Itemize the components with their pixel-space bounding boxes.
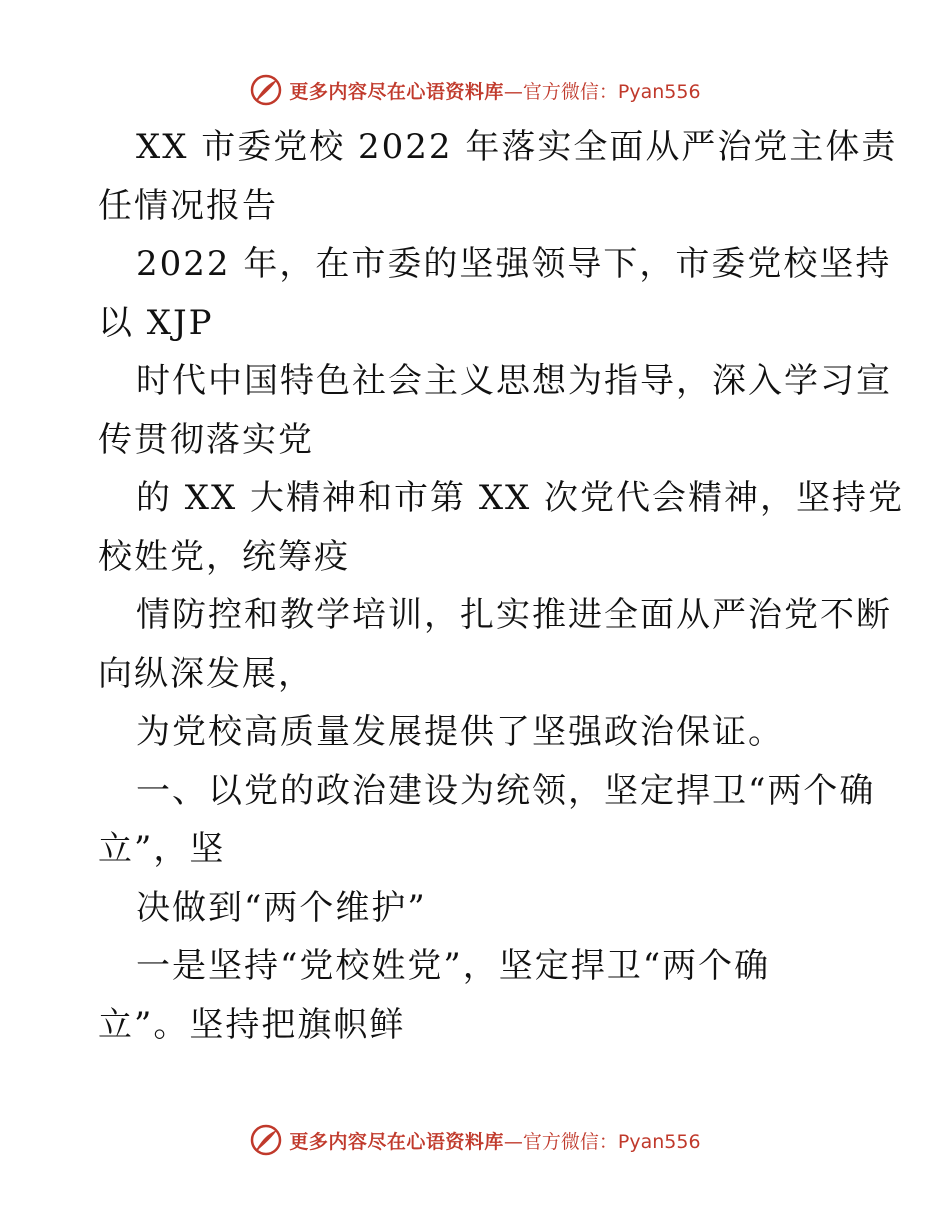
document-line: 情防控和教学培训，扎实推进全面从严治党不断 (136, 595, 892, 635)
document-line: XX 市委党校 2022 年落实全面从严治党主体责 (136, 127, 898, 167)
document-line: 立”。坚持把旗帜鲜 (98, 1004, 406, 1045)
document-line: 校姓党，统筹疫 (98, 536, 350, 577)
document-line: 的 XX 大精神和市第 XX 次党代会精神，坚持党 (136, 478, 905, 518)
watermark-text: 更多内容尽在心语资料库 (289, 1130, 504, 1153)
quill-logo-icon (249, 1123, 283, 1157)
document-line: 为党校高质量发展提供了坚强政治保证。 (136, 712, 784, 752)
document-line: 以 XJP (98, 302, 214, 343)
header-watermark (0, 70, 950, 110)
watermark-wechat: —官方微信：Pyan556 (503, 80, 701, 103)
document-line: 时代中国特色社会主义思想为指导，深入学习宣 (136, 361, 892, 401)
document-line: 立”，坚 (98, 829, 226, 869)
footer-watermark (0, 1120, 950, 1160)
document-line: 一是坚持“党校姓党”，坚定捍卫“两个确 (136, 946, 771, 986)
document-line: 任情况报告 (98, 185, 278, 226)
document-line: 一、以党的政治建设为统领，坚定捍卫“两个确 (136, 770, 876, 811)
document-line: 决做到“两个维护” (136, 887, 427, 928)
document-line: 向纵深发展， (98, 653, 314, 694)
document-body (98, 118, 905, 1054)
document-line: 2022 年，在市委的坚强领导下，市委党校坚持 (136, 244, 892, 284)
document-line: 传贯彻落实党 (98, 419, 314, 460)
quill-logo-icon (249, 73, 283, 107)
watermark-text: 更多内容尽在心语资料库 (289, 80, 504, 103)
watermark-wechat: —官方微信：Pyan556 (503, 1130, 701, 1153)
